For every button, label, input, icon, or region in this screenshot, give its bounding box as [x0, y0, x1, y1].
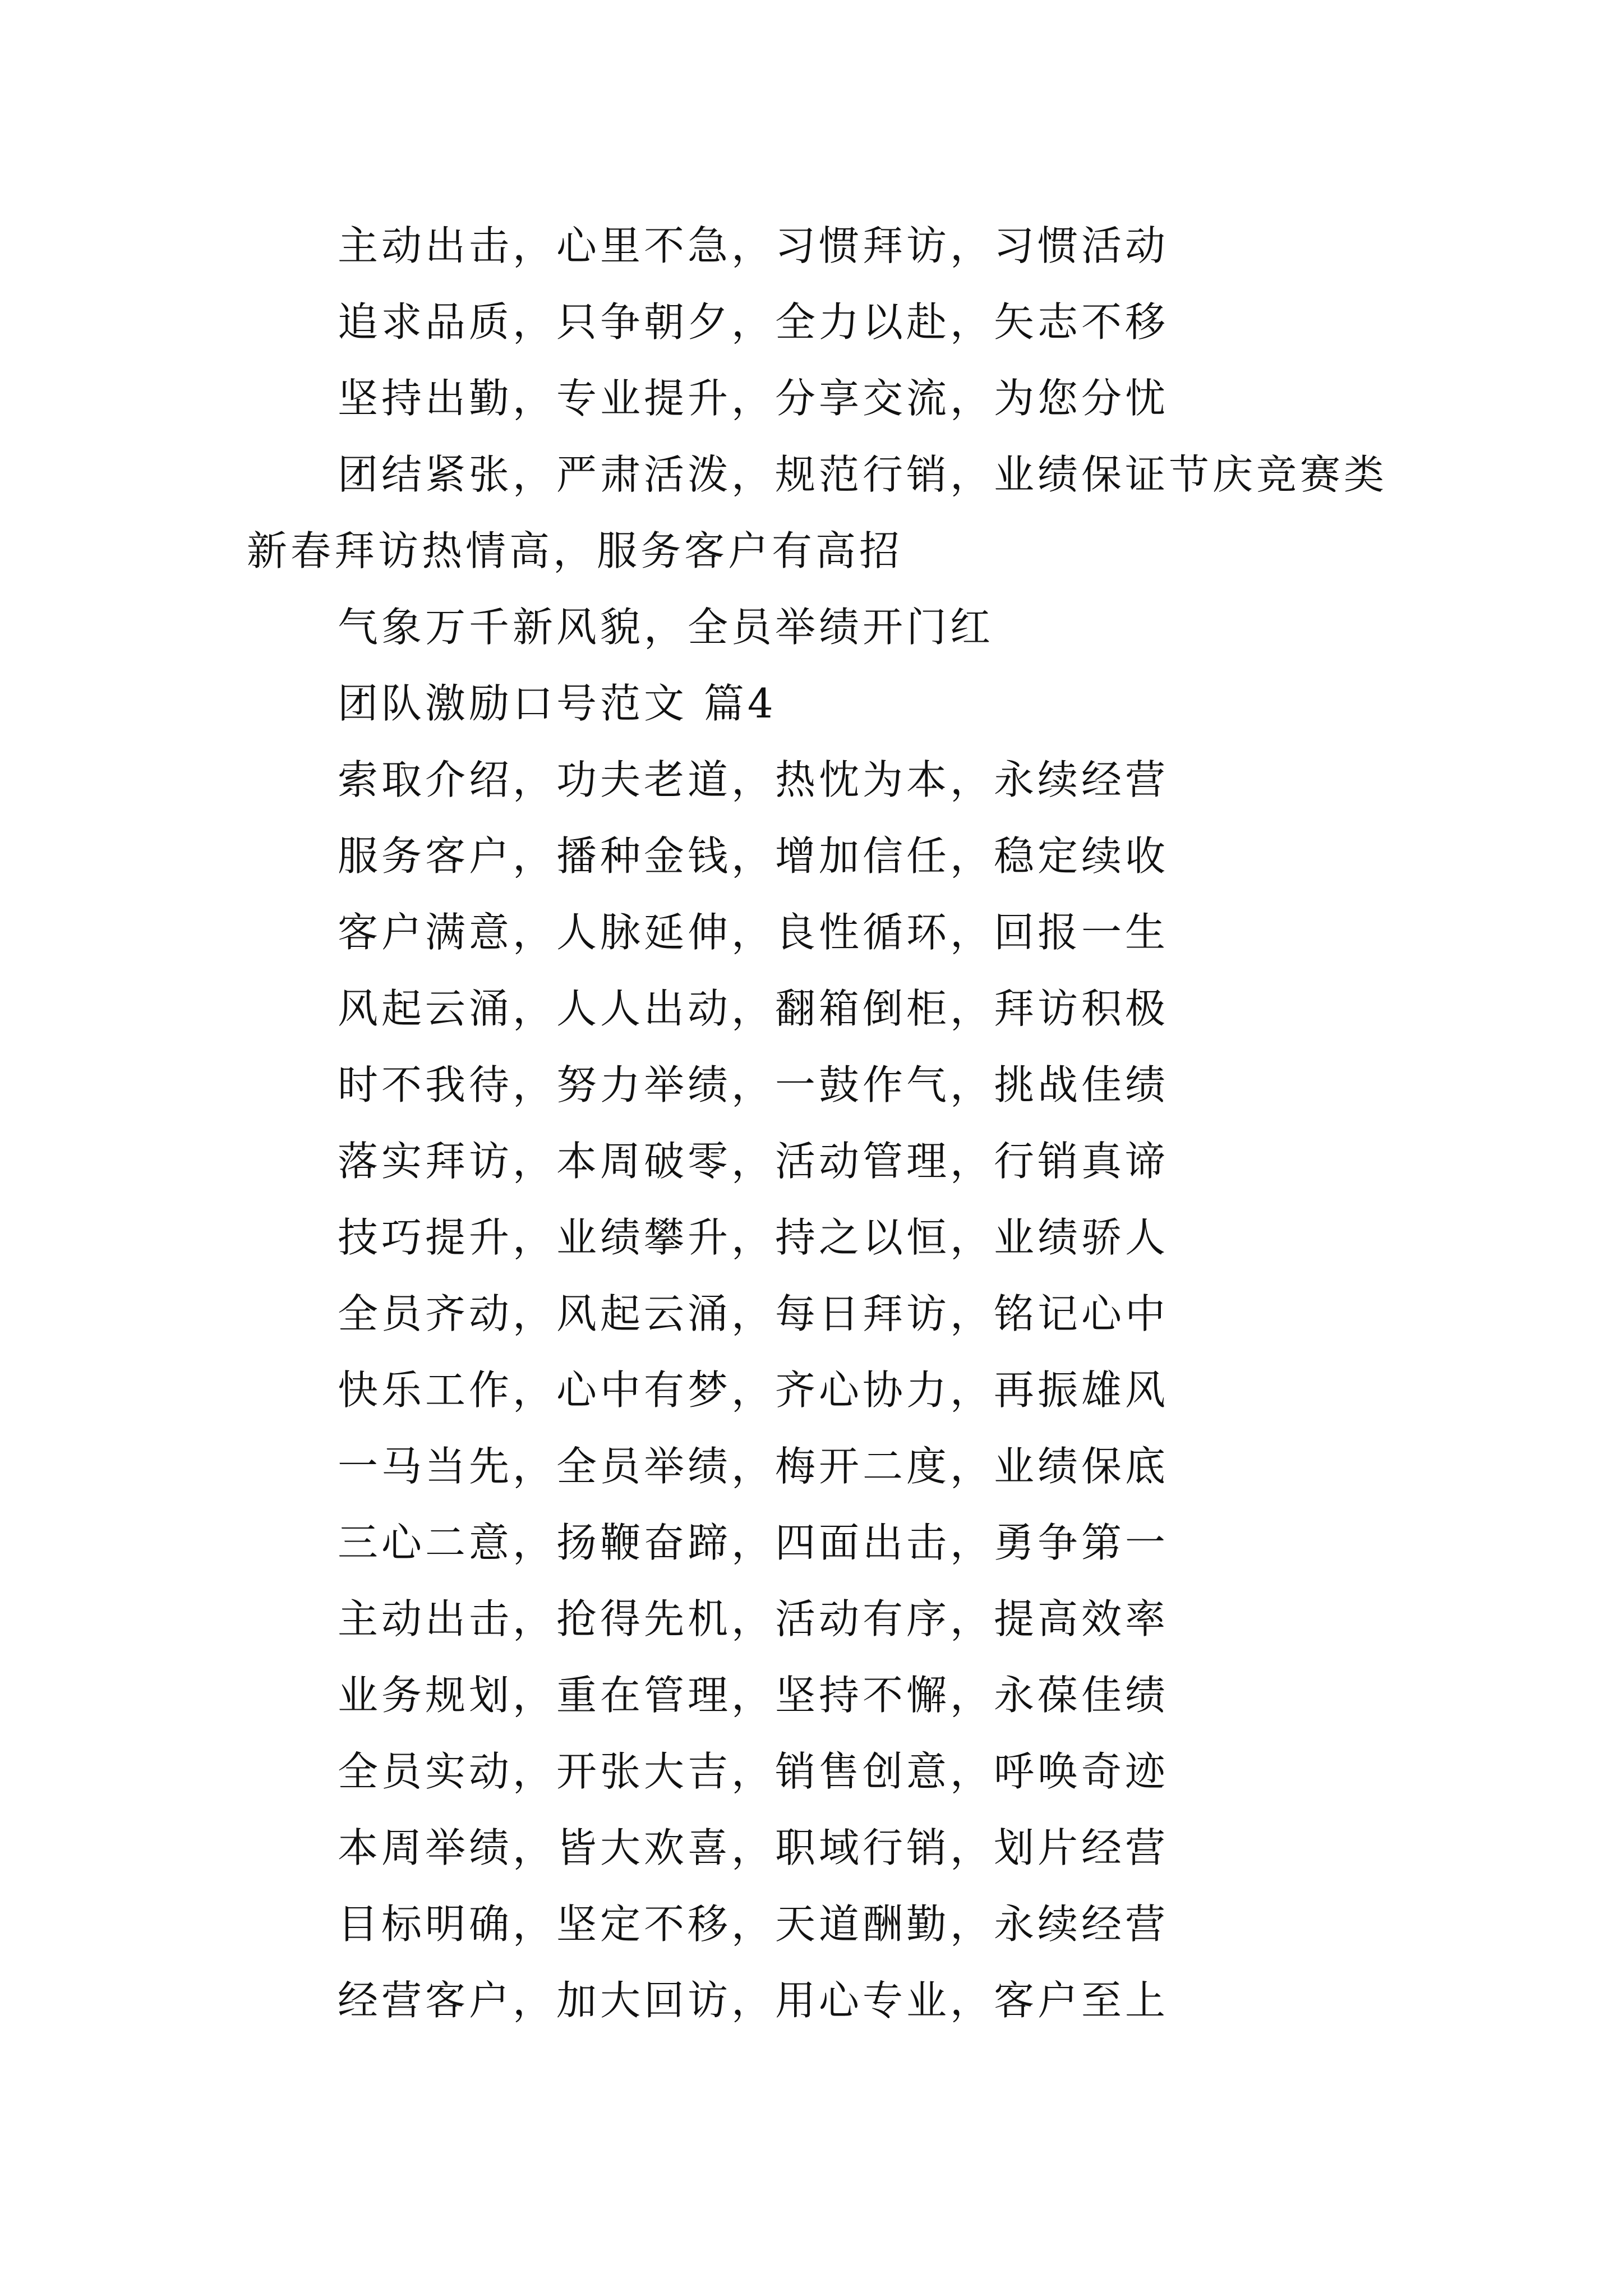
text-line: 索取介绍，功夫老道，热忱为本，永续经营 — [338, 756, 1169, 803]
section-heading: 团队激励口号范文 篇4 — [338, 680, 777, 727]
document-body — [247, 208, 1424, 2039]
text-line: 气象万千新风貌，全员举绩开门红 — [338, 604, 994, 651]
text-line: 全员实动，开张大吉，销售创意，呼唤奇迹 — [338, 1748, 1169, 1795]
text-line: 追求品质，只争朝夕，全力以赴，矢志不移 — [338, 298, 1169, 346]
text-line: 团结紧张，严肃活泼，规范行销，业绩保证节庆竞赛类 — [338, 451, 1388, 498]
text-line: 时不我待，努力举绩，一鼓作气，挑战佳绩 — [338, 1061, 1169, 1108]
text-line: 快乐工作，心中有梦，齐心协力，再振雄风 — [338, 1366, 1169, 1414]
text-line: 全员齐动，风起云涌，每日拜访，铭记心中 — [338, 1290, 1169, 1337]
text-line: 本周举绩，皆大欢喜，职域行销，划片经营 — [338, 1824, 1169, 1871]
text-line: 风起云涌，人人出动，翻箱倒柜，拜访积极 — [338, 985, 1169, 1032]
text-line: 经营客户，加大回访，用心专业，客户至上 — [338, 1977, 1169, 2024]
text-line: 落实拜访，本周破零，活动管理，行销真谛 — [338, 1138, 1169, 1185]
text-line: 一马当先，全员举绩，梅开二度，业绩保底 — [338, 1443, 1169, 1490]
text-line: 坚持出勤，专业提升，分享交流，为您分忧 — [338, 375, 1169, 422]
text-line: 主动出击，心里不急，习惯拜访，习惯活动 — [338, 222, 1169, 269]
text-line: 技巧提升，业绩攀升，持之以恒，业绩骄人 — [338, 1214, 1169, 1261]
text-line: 三心二意，扬鞭奋蹄，四面出击，勇争第一 — [338, 1519, 1169, 1566]
text-line: 主动出击，抢得先机，活动有序，提高效率 — [338, 1595, 1169, 1642]
text-line: 目标明确，坚定不移，天道酬勤，永续经营 — [338, 1901, 1169, 1948]
text-line: 服务客户，播种金钱，增加信任，稳定续收 — [338, 832, 1169, 880]
text-line: 新春拜访热情高，服务客户有高招 — [247, 527, 903, 574]
text-line: 业务规划，重在管理，坚持不懈，永葆佳绩 — [338, 1672, 1169, 1719]
text-line: 客户满意，人脉延伸，良性循环，回报一生 — [338, 909, 1169, 956]
